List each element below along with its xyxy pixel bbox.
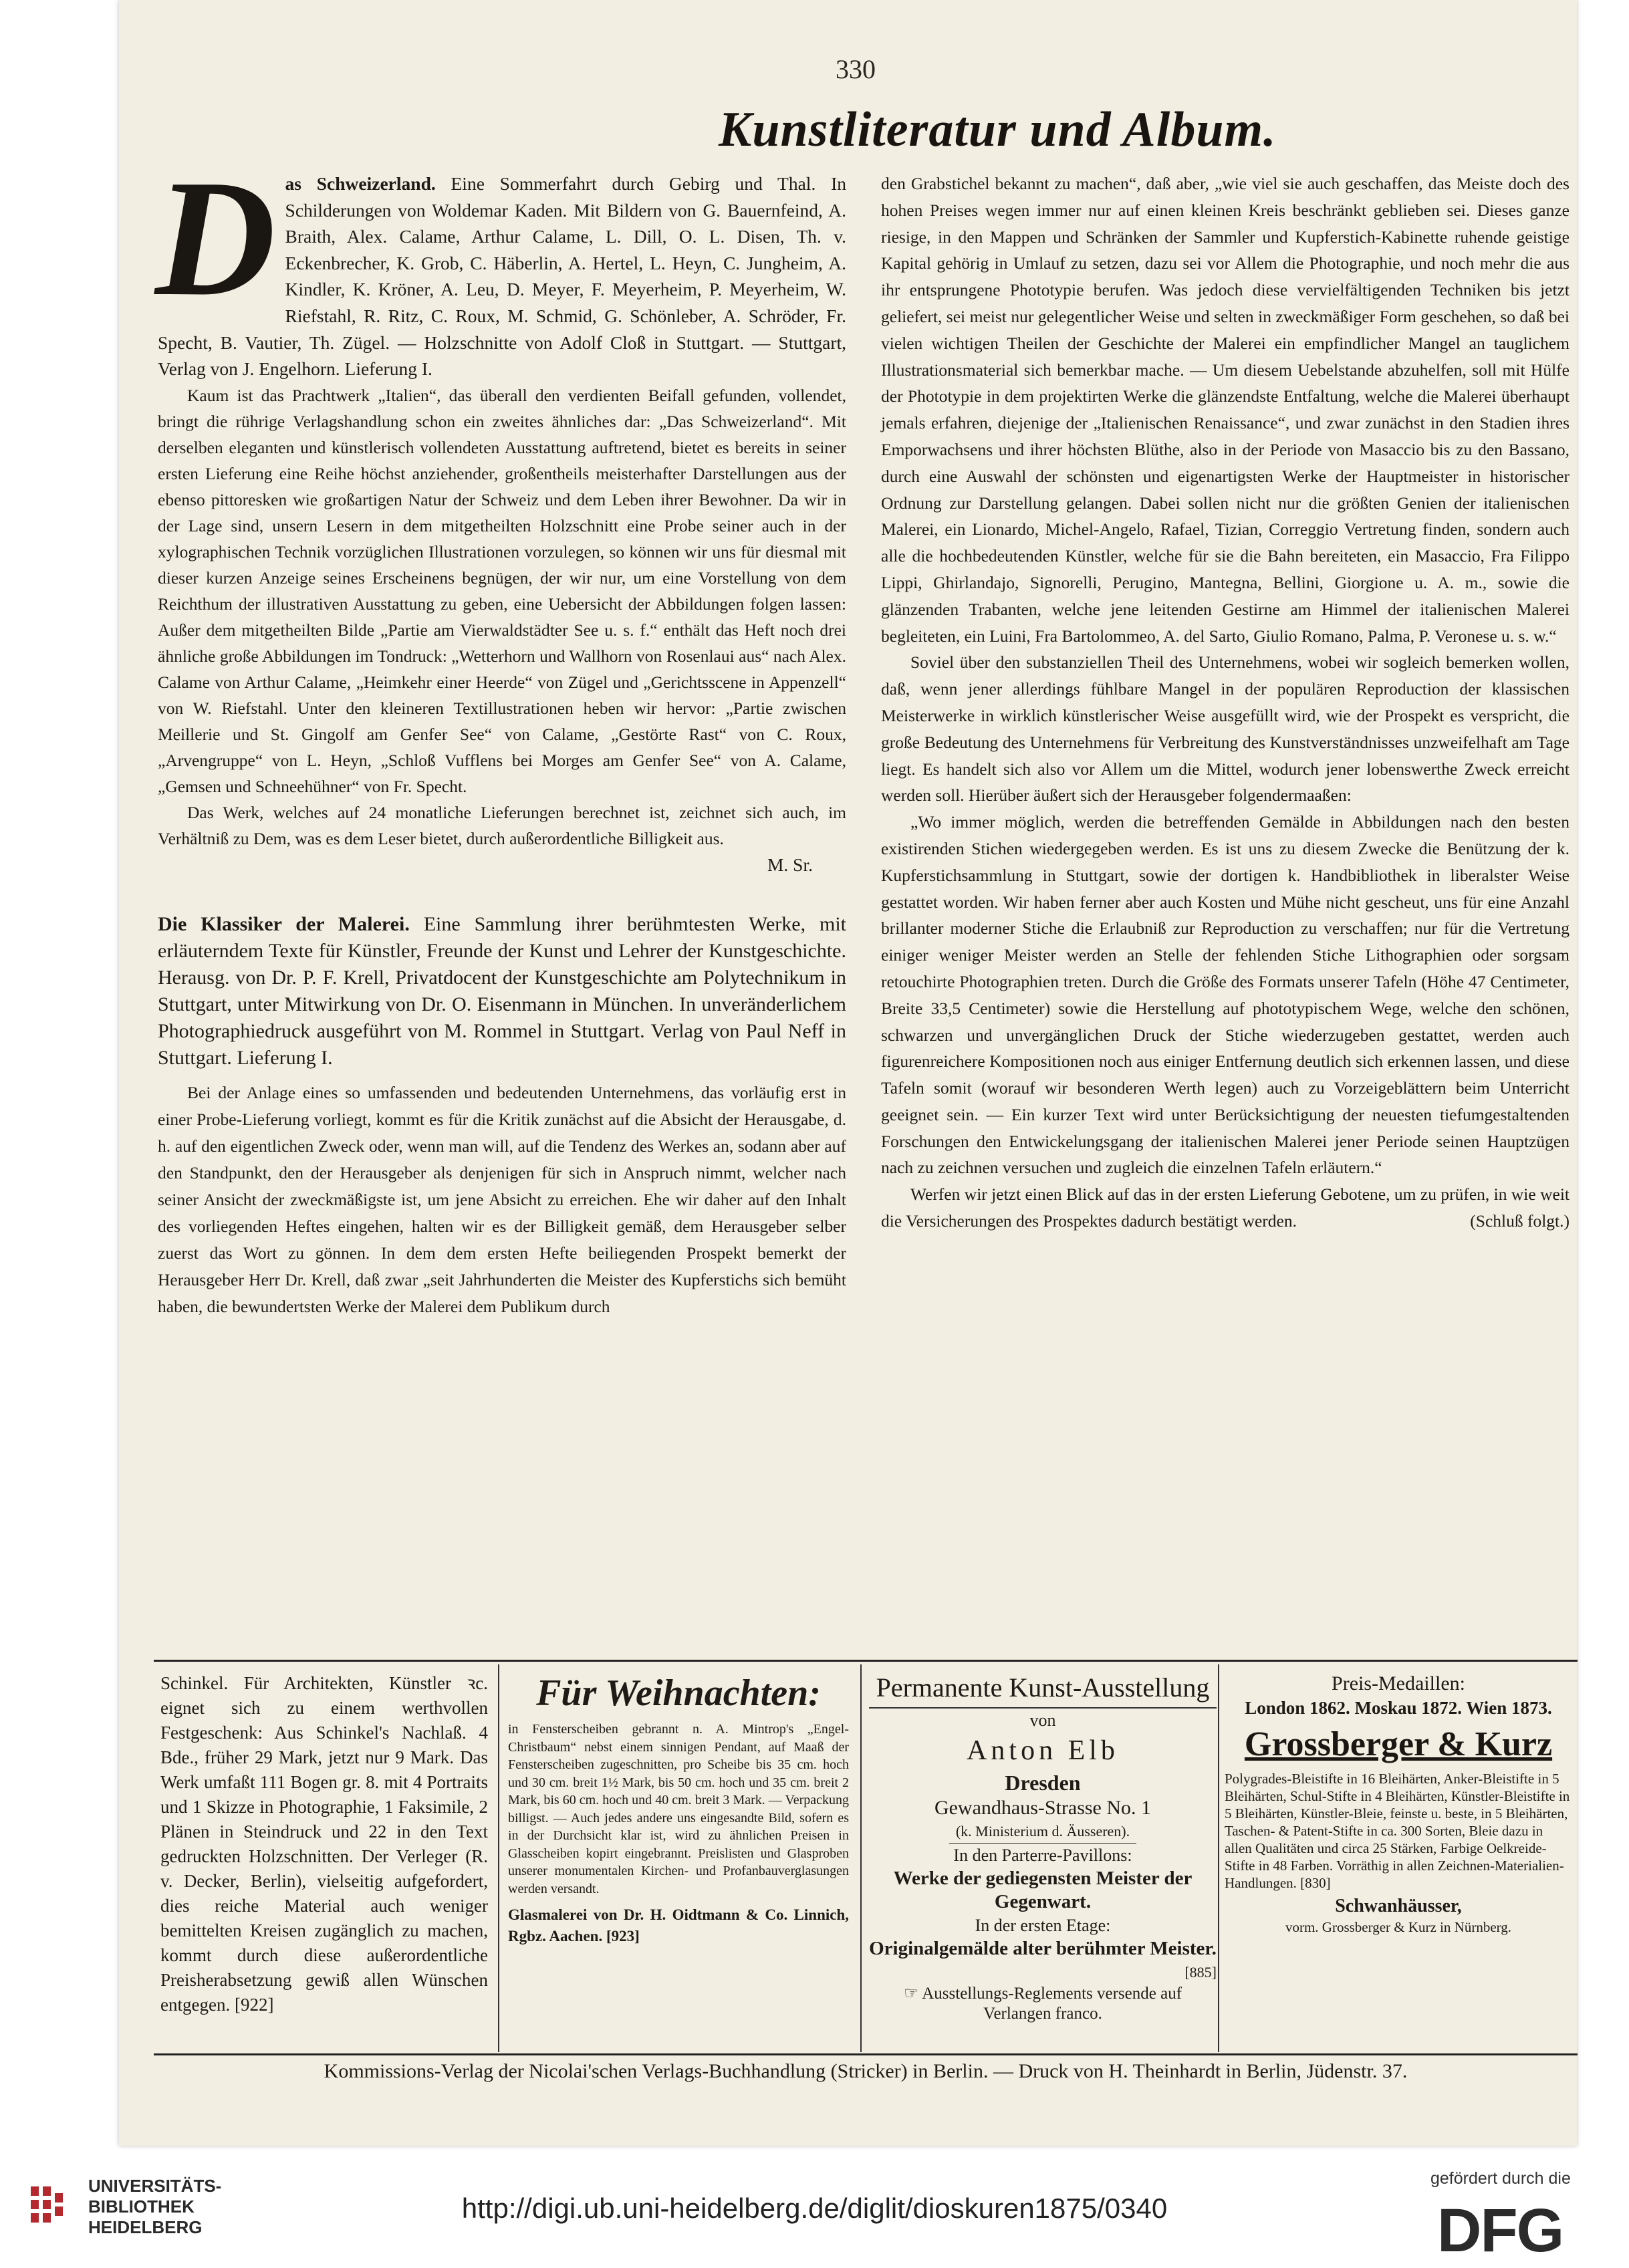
review-1-bibliography: Eine Sommerfahrt durch Gebirg und Thal. In Schilderungen von Woldemar Kaden. Mit Bildern von G. Bauernfeind, A. Braith, Alex. Calame, Arthur Calame, L. Dill, O. L. Disen, Th. v. Eckenbrecher, K. Grob, C. Häberlin, A. Hertel, L. Heyn, C. Jungheim, A. Kindler, K. Kröner, A. Leu, D. Meyer, F. Meyerheim, P. Meyerheim, W. Riefstahl, R. Ritz, C. Roux, M. Schmid, G. Schönleber, A. Schröder, Fr. Specht, B. Vautier, Th. Zügel. — Holzschnitte von Adolf Cloß in Stuttgart. — Stuttgart, Verlag von J. Engelhorn. Lieferung I. bbox=[158, 173, 846, 380]
ad-schinkel: Schinkel. Für Architekten, Künstler ꝛc. eignet sich zu einem werthvollen Festgeschenk: Aus Schinkel's Nachlaß. 4 Bde., früher 29 Mark, jetzt nur 9 Mark. Das Werk umfaßt 111 Bogen gr. 8. mit 4 Portraits und 1 Skizze in Photographie, 1 Faksimile, 2 Plänen in Steindruck und 22 in den Text gedruckten Holzschnitten. Der Verleger (R. v. Decker, Berlin), vielseitig aufgefordert, dies reiche Material auch weniger bemittelten Kreisen zugänglich zu machen, kommt durch diese außerordentliche Preisherabsetzung gewiß allen Wünschen entgegen. [922] bbox=[160, 1673, 488, 2015]
right-paragraph-3: „Wo immer möglich, werden die betreffenden Gemälde in Abbildungen nach den besten existirenden Stichen wiedergegeben werden. Es ist uns zu diesem Zwecke die Benützung der k. Kupferstichsammlung in Stuttgart, sowie der dortigen k. Handbibliothek in liberalster Weise gestattet worden. Wir haben ferner aber auch Kosten und Mühe nicht gescheut, uns für eine Anzahl brillanter moderner Stiche die Erlaubniß zur Reproduction zu verschaffen; nur für die Vertretung einiger weniger Meister werden an Stelle der fehlenden Stiche Lithographien oder sorgsam retouchirte Photographien treten. Durch die Größe des Formats unserer Tafeln (Höhe 47 Centimeter, Breite 33,5 Centimeter) sowie die Herstellung auf phototypischem Wege, welche den schönen, schwarzen und unvergänglichen Druck der Stiche wiederzugeben gestattet, werden auch figurenreichere Kompositionen noch aus einiger Entfernung deutlich sich erkennen lassen, und diese Tafeln somit (worauf wir besonderen Werth legen) auch zu Vorzeigeblättern beim Unterricht geeignet sein. — Ein kurzer Text wird unter Berücksichtigung der neuesten tiefumgestaltenden Forschungen den Entwickelungsgang der italienischen Malerei jener Periode seinen Hauptzügen nach zu zeichnen versuchen und zugleich die einzelnen Tafeln erläutern.“ bbox=[881, 812, 1570, 1178]
continued-note: (Schluß folgt.) bbox=[1470, 1211, 1570, 1231]
page-number: 330 bbox=[836, 54, 876, 84]
ad-exhibition-title: Permanente Kunst-Ausstellung bbox=[869, 1671, 1217, 1709]
right-column bbox=[881, 170, 1570, 1235]
right-paragraph-2: Soviel über den substanziellen Theil des Unternehmens, wobei wir sogleich bemerken wollen, daß, wenn jener allerdings fühlbare Mangel in der populären Reproduction der klassischen Meisterwerke in wirklich künstlerischer Weise ausgefüllt wird, wie der Prospekt es verspricht, die große Bedeutung des Unternehmens für Verbreitung des Kunstverständnisses unzweifelhaft am Tage liegt. Es handelt sich also vor Allem um die Mittel, wodurch jener lobenswerthe Zweck erreicht werden soll. Hierüber äußert sich der Herausgeber folgendermaaßen: bbox=[881, 652, 1570, 805]
ad-exhibition-name: Anton Elb bbox=[967, 1735, 1119, 1766]
document-url[interactable]: http://digi.ub.uni-heidelberg.de/diglit/dioskuren1875/0340 bbox=[461, 2192, 1168, 2224]
ad-separator-top bbox=[154, 1660, 1578, 1662]
right-paragraph-1: den Grabstichel bekannt zu machen“, daß aber, „wie viel sie auch geschaffen, das Meiste doch des hohen Preises wegen immer nur auf einen kleinen Kreis beschränkt geblieben sei. Dieses ganze riesige, in den Mappen und Schränken der Sammler und Kupferstich-Kabinette ruhende geistige Kapital gehörig in Umlauf zu setzen, dazu sei vor Allem die Photographie, und noch mehr die aus ihr entsprungene Phototypie berufen. Was jedoch diese vervielfältigenden Techniken bis jetzt geliefert, sei meist nur gelegentlicher Weise und selten in zweckmäßiger Form geschehen, so daß bei vielen wichtigen Theilen der Geschichte der Malerei ein empfindlicher Mangel an tauglichem Illustrationsmaterial sich bemerkbar mache. — Um diesem Uebelstande abzuhelfen, soll mit Hülfe der Phototypie in dem projektirten Werke die glänzendste Entfaltung, welche die Malerei überhaupt jemals erfahren, diejenige der „Italienischen Renaissance“, und zwar zunächst in den Stadien ihres Emporwachsens und ihrer höchsten Blüthe, also in der Periode von Masaccio bis zu den Bassano, durch eine Auswahl der schönsten und eigenartigsten Werke der Hauptmeister in historischer Ordnung zur Darstellung gelangen. Dabei sollen nicht nur die größten Genien der italienischen Malerei, ein Lionardo, Michel-Angelo, Rafael, Tizian, Correggio Vertretung finden, sondern auch alle die hochbedeutenden Künstler, welche für sie die Bahn bereiteten, ein Masaccio, Fra Filippo Lippi, Ghirlandajo, Signorelli, Perugino, Mantegna, Bellini, Giorgione u. A. m., sowie die glänzenden Trabanten, welche jene leitenden Gestirne am Himmel der italienischen Malerei begleiteten, ein Luini, Fra Bartolommeo, A. del Sarto, Giulio Romano, Palma, P. Veronese u. s. w.“ bbox=[881, 174, 1570, 646]
ad-weihnachten-title: Für Weihnachten: bbox=[536, 1672, 821, 1714]
ad-firm-name: Grossberger & Kurz bbox=[1244, 1725, 1553, 1763]
imprint-footer: Kommissions-Verlag der Nicolai'schen Verlags-Buchhandlung (Stricker) in Berlin. — Druck von H. Theinhardt in Berlin, Jüdenstr. 37. bbox=[324, 2060, 1408, 2082]
ad-exhibition-originals: Originalgemälde alter berühmter Meister. bbox=[869, 1938, 1217, 1959]
dropcap-letter: D bbox=[155, 146, 276, 331]
ad-weihnachten-body: in Fensterscheiben gebrannt n. A. Mintrop's „Engel-Christbaum“ nebst einem sinnigen Pendant, auf Maaß der Fensterscheiben zugeschnitten, pro Scheibe bis 35 cm. hoch und 30 cm. breit 1½ Mark, bis 50 cm. hoch und 35 cm. breit 2 Mark, bis 60 cm. hoch und 40 cm. breit 3 Mark. — Verpackung billigst. — Auch jedes andere uns eingesandte Bild, sofern es in der Durchsicht klar ist, wird zu ähnlichen Preisen in Glasscheiben kopirt eingebrannt. Preislisten und Glasproben unserer monumentalen Kirchen- und Profanbauverglasungen werden versandt. bbox=[508, 1722, 849, 1896]
ad-exhibition-reglements: ☞ Ausstellungs-Reglements versende auf Verlangen franco. bbox=[903, 1985, 1182, 2023]
right-paragraph-4-text: Werfen wir jetzt einen Blick auf das in der ersten Lieferung Gebotene, um zu prüfen, in wie weit die Versicherungen des Prospektes dadurch bestätigt werden. bbox=[881, 1184, 1570, 1231]
ad-grossberger-kurz bbox=[1225, 1671, 1572, 1936]
ad-exhibition-address: Gewandhaus-Strasse No. 1 bbox=[934, 1797, 1152, 1819]
library-name-line-2: BIBLIOTHEK bbox=[88, 2196, 195, 2217]
ad-firm-owner: Schwanhäusser, bbox=[1335, 1896, 1462, 1916]
review-1-title: as Schweizerland. bbox=[285, 173, 436, 194]
ad-weihnachten bbox=[508, 1671, 849, 1947]
library-name-line-1: UNIVERSITÄTS- bbox=[88, 2176, 222, 2196]
review-2-title: Die Klassiker der Malerei. bbox=[158, 913, 410, 936]
ad-exhibition-address-note: (k. Ministerium d. Äusseren). bbox=[949, 1819, 1136, 1844]
ad-exhibition-von: von bbox=[1029, 1711, 1056, 1730]
ad-weihnachten-signature: Glasmalerei von Dr. H. Oidtmann & Co. Linnich, Rgbz. Aachen. [923] bbox=[508, 1906, 849, 1944]
ad-firm-products: Polygrades-Bleistifte in 16 Bleihärten, Anker-Bleistifte in 5 Bleihärten, Schul-Stifte in 4 Bleihärten, Künstler-Bleistifte in 5 Bleihärten, Künstler-Bleie, feinste u. beste, in 5 Bleihärten, Taschen- & Patent-Stifte in ca. 300 Sorten, Bleie dazu in allen Qualitäten und circa 25 Stärken, Farbige Oelkreide-Stifte in 48 Farben. Vorräthig in allen Zeichnen-Materialien-Handlungen. [830] bbox=[1225, 1771, 1570, 1891]
ad-firm-owner-note: vorm. Grossberger & Kurz in Nürnberg. bbox=[1285, 1919, 1512, 1935]
review-1-signature: M. Sr. bbox=[767, 854, 813, 875]
ad-medals-list: London 1862. Moskau 1872. Wien 1873. bbox=[1245, 1698, 1552, 1718]
review-2-bibliography: Eine Sammlung ihrer berühmtesten Werke, mit erläuterndem Texte für Künstler, Freunde der Kunst und Lehrer der Kunstgeschichte. Herausg. von Dr. P. F. Krell, Privatdocent der Kunstgeschichte am Polytechnikum in Stuttgart, unter Mitwirkung von Dr. O. Eisenmann in München. In unveränderlichem Photographiedruck ausgeführt von M. Rommel in Stuttgart. Verlag von Paul Neff in Stuttgart. Lieferung I. bbox=[158, 913, 846, 1069]
ad-exhibition-parterre: In den Parterre-Pavillons: bbox=[953, 1846, 1132, 1865]
library-name-line-3: HEIDELBERG bbox=[88, 2217, 203, 2237]
ad-divider-3 bbox=[1218, 1664, 1219, 2052]
review-1-paragraph-1: Kaum ist das Prachtwerk „Italien“, das überall den verdienten Beifall gefunden, vollendet, bringt die rührige Verlagshandlung schon ein zweites ähnliches dar: „Das Schweizerland“. Mit derselben eleganten und künstlerisch vollendeten Ausstattung auftretend, bietet es bereits in seiner ersten Lieferung eine Reihe höchst anziehender, großentheils meisterhafter Darstellungen aus der ebenso pittoresken wie großartigen Natur der Schweiz und dem Leben ihrer Bewohner. Da wir in der Lage sind, unsern Lesern in dem mitgetheilten Holzschnitt eine Probe seiner auch in der xylographischen Technik vorzüglichen Illustrationen vorzulegen, so können wir uns für diesmal mit dieser kurzen Anzeige seines Erscheinens begnügen, der wir nur, um eine Vorstellung von dem Reichthum der illustrativen Ausstattung zu geben, eine Uebersicht der Abbildungen folgen lassen: Außer dem mitgetheilten Bilde „Partie am Vierwaldstädter See u. s. f.“ enthält das Heft noch drei ähnliche große Abbildungen im Tondruck: „Wetterhorn und Wallhorn von Rosenlaui aus“ nach Alex. Calame von Arthur Calame, „Heimkehr einer Heerde“ von Zügel und „Gerichtsscene in Appenzell“ von W. Riefstahl. Unter den kleineren Textillustrationen heben wir hervor: „Partie zwischen Meillerie und St. Gingolf am Genfer See“ von Calame, „Gestörte Rast“ von C. Roux, „Arvengruppe“ von L. Heyn, „Schloß Vufflens bei Morges am Genfer See“ von A. Calame, „Gemsen und Schneehühner“ von Fr. Specht. bbox=[158, 385, 846, 796]
ad-exhibition-works: Werke der gediegensten Meister der Gegenwart. bbox=[893, 1868, 1193, 1912]
ad-medals-title: Preis-Medaillen: bbox=[1332, 1672, 1465, 1694]
funded-by-caption: gefördert durch die bbox=[1430, 2169, 1571, 2188]
ad-divider-1 bbox=[498, 1664, 499, 2052]
ad-divider-2 bbox=[860, 1664, 862, 2052]
review-1-paragraph-2: Das Werk, welches auf 24 monatliche Lieferungen berechnet ist, zeichnet sich auch, im Verhältniß zu Dem, was es dem Leser bietet, durch außerordentliche Billigkeit aus. bbox=[158, 802, 846, 848]
section-title: Kunstliteratur und Album. bbox=[719, 102, 1277, 157]
review-2-paragraph-1: Bei der Anlage eines so umfassenden und bedeutenden Unternehmens, das vorläufig erst in einer Probe-Lieferung vorliegt, kommt es für die Kritik zunächst auf die Absicht der Herausgabe, d. h. auf den eigentlichen Zweck oder, wenn man will, auf die Tendenz des Werkes an, sodann aber auf den Standpunkt, den der Herausgeber als denjenigen für sich in Anspruch nimmt, welcher nach seiner Ansicht der zweckmäßigste ist, um jene Absicht zu erreichen. Ehe wir daher auf den Inhalt des vorliegenden Heftes eingehen, halten wir es der Billigkeit gemäß, dem Herausgeber selber zuerst das Wort zu gönnen. In dem dem ersten Hefte beiliegenden Prospekt bemerkt der Herausgeber Herr Dr. Krell, daß zwar „seit Jahrhunderten die Meister des Kupferstichs sich bemüht haben, die bewundertsten Werke der Malerei dem Publikum durch bbox=[158, 1083, 846, 1317]
right-paragraph-4 bbox=[881, 1181, 1570, 1235]
ad-exhibition-city: Dresden bbox=[1005, 1771, 1081, 1795]
dfg-logo[interactable]: DFG bbox=[1437, 2196, 1563, 2265]
ad-kunst-ausstellung bbox=[869, 1671, 1217, 2024]
ad-exhibition-etage: In der ersten Etage: bbox=[975, 1916, 1111, 1935]
ad-exhibition-number: [885] bbox=[1184, 1964, 1217, 1981]
review-2-heading bbox=[158, 911, 846, 1072]
left-column bbox=[155, 146, 846, 1320]
ad-separator-bottom bbox=[154, 2053, 1578, 2055]
